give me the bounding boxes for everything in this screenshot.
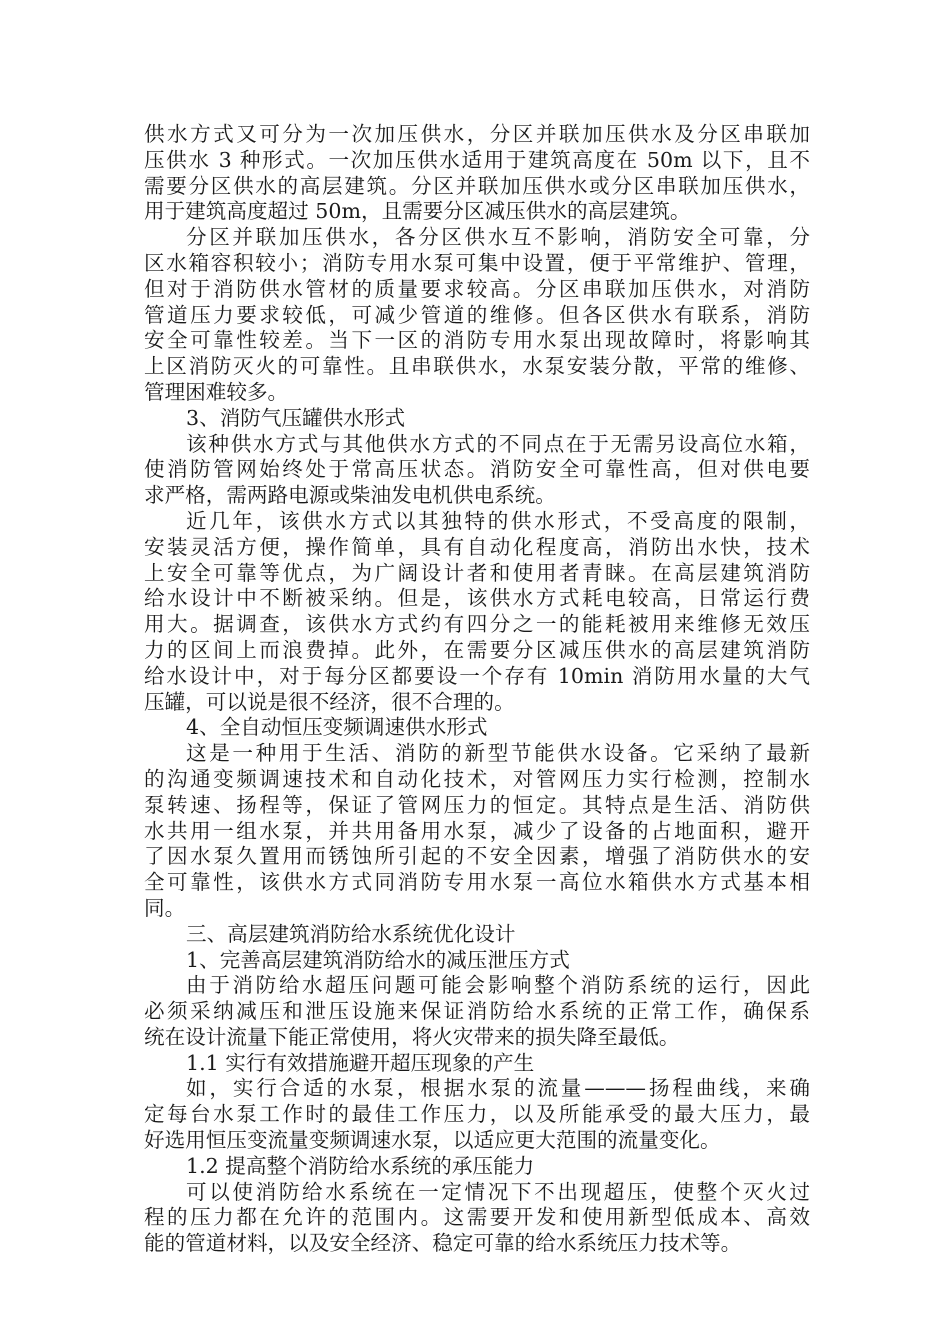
text-line: 如，实行合适的水泵，根据水泵的流量———扬程曲线，来确 [186,1076,810,1101]
text-line: 的沟通变频调速技术和自动化技术，对管网压力实行检测，控制水 [144,766,810,791]
text-line: 力的区间上而浪费掉。此外，在需要分区减压供水的高层建筑消防 [144,637,810,662]
document-body [144,122,810,1257]
text-line: 三、高层建筑消防给水系统优化设计 [186,921,516,946]
text-line: 但对于消防供水管材的质量要求较高。分区串联加压供水，对消防 [144,276,810,301]
text-line: 区水箱容积较小；消防专用水泵可集中设置，便于平常维护、管理， [144,250,810,275]
text-line: 必须采纳减压和泄压设施来保证消防给水系统的正常工作，确保系 [144,999,810,1024]
text-line: 压罐，可以说是很不经济，很不合理的。 [144,689,515,714]
text-line: 给水设计中，对于每分区都要设一个存有 10min 消防用水量的大气 [144,663,810,688]
text-line: 1、完善高层建筑消防给水的减压泄压方式 [186,947,570,972]
text-line: 安装灵活方便，操作简单，具有自动化程度高，消防出水快，技术 [144,534,810,559]
text-line: 水共用一组水泵，并共用备用水泵，减少了设备的占地面积，避开 [144,818,810,843]
text-line: 近几年，该供水方式以其独特的供水形式，不受高度的限制， [186,508,810,533]
text-line: 这是一种用于生活、消防的新型节能供水设备。它采纳了最新 [186,741,810,766]
text-line: 分区并联加压供水，各分区供水互不影响，消防安全可靠，分 [186,225,810,250]
text-line: 可以使消防给水系统在一定情况下不出现超压，使整个灭火过 [186,1179,810,1204]
text-line: 管道压力要求较低，可减少管道的维修。但各区供水有联系，消防 [144,302,810,327]
text-line: 供水方式又可分为一次加压供水，分区并联加压供水及分区串联加 [144,122,810,146]
text-line: 4、全自动恒压变频调速供水形式 [186,715,488,740]
text-line: 需要分区供水的高层建筑。分区并联加压供水或分区串联加压供水， [144,173,810,198]
text-line: 该种供水方式与其他供水方式的不同点在于无需另设高位水箱， [186,431,810,456]
text-line: 安全可靠性较差。当下一区的消防专用水泵出现故障时，将影响其 [144,328,810,353]
text-line: 压供水 3 种形式。一次加压供水适用于建筑高度在 50m 以下，且不 [144,147,810,172]
text-line: 用大。据调查，该供水方式约有四分之一的能耗被用来维修无效压 [144,612,810,637]
text-line: 3、消防气压罐供水形式 [186,405,406,430]
text-line: 统在设计流量下能正常使用，将火灾带来的损失降至最低。 [144,1024,680,1049]
text-line: 1.1 实行有效措施避开超压现象的产生 [186,1050,535,1075]
text-line: 由于消防给水超压问题可能会影响整个消防系统的运行，因此 [186,973,810,998]
text-line: 管理困难较多。 [144,379,289,404]
text-line: 使消防管网始终处于常高压状态。消防安全可靠性高，但对供电要 [144,457,810,482]
text-line: 同。 [144,895,186,920]
text-line: 定每台水泵工作时的最佳工作压力，以及所能承受的最大压力，最 [144,1102,810,1127]
text-line: 用于建筑高度超过 50m，且需要分区减压供水的高层建筑。 [144,199,691,224]
text-line: 给水设计中不断被采纳。但是，该供水方式耗电较高，日常运行费 [144,586,810,611]
text-line: 上安全可靠等优点，为广阔设计者和使用者青睐。在高层建筑消防 [144,560,810,585]
text-line: 程的压力都在允许的范围内。这需要开发和使用新型低成本、高效 [144,1205,810,1230]
text-line: 泵转速、扬程等，保证了管网压力的恒定。其特点是生活、消防供 [144,792,810,817]
text-line: 好选用恒压变流量变频调速水泵，以适应更大范围的流量变化。 [144,1128,721,1153]
text-line: 上区消防灭火的可靠性。且串联供水，水泵安装分散，平常的维修、 [144,354,810,379]
text-line: 能的管道材料，以及安全经济、稳定可靠的给水系统压力技术等。 [144,1231,742,1256]
text-line: 全可靠性，该供水方式同消防专用水泵一高位水箱供水方式基本相 [144,870,810,895]
text-line: 求严格，需两路电源或柴油发电机供电系统。 [144,483,556,508]
text-line: 了因水泵久置用而锈蚀所引起的不安全因素，增强了消防供水的安 [144,844,810,869]
text-line: 1.2 提高整个消防给水系统的承压能力 [186,1153,535,1178]
